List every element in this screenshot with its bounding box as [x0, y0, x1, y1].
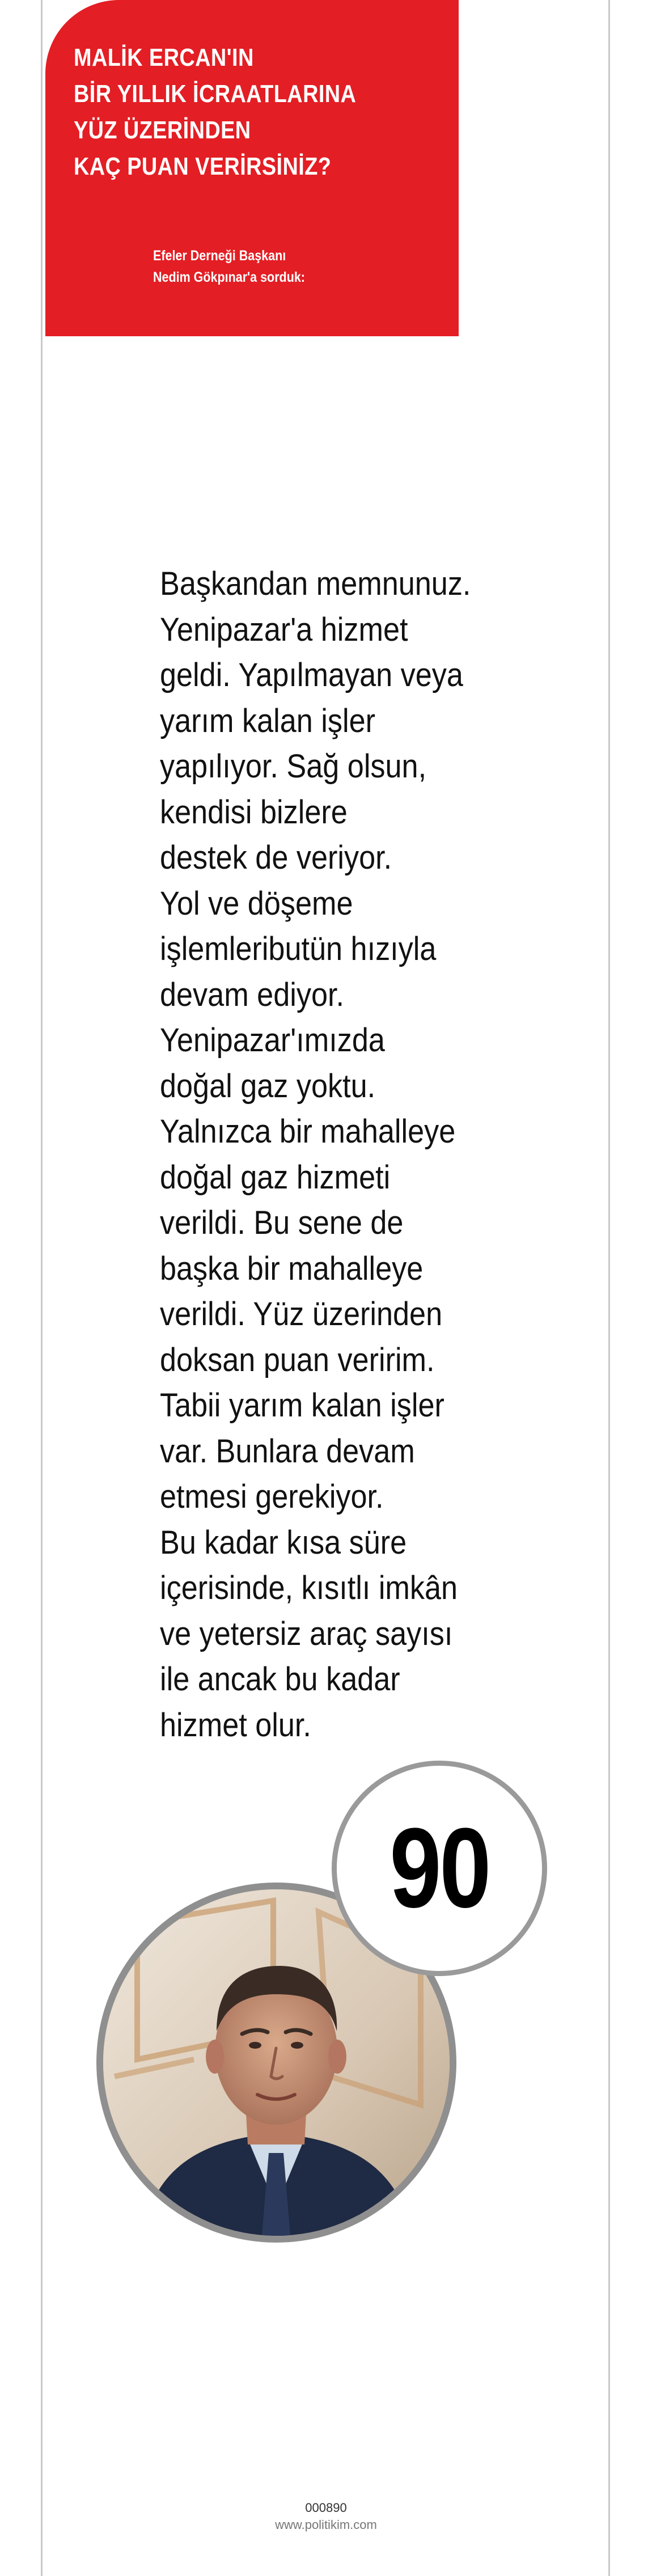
- footer-code: 000890: [305, 2501, 347, 2515]
- article-line: ve yetersiz araç sayısı: [160, 1615, 453, 1652]
- article-line: Tabii yarım kalan işler: [160, 1387, 444, 1424]
- article-line: destek de veriyor.: [160, 839, 392, 876]
- article-line: ile ancak bu kadar: [160, 1661, 400, 1698]
- article-line: etmesi gerekiyor.: [160, 1478, 384, 1515]
- subtitle-line: Nedim Gökpınar'a sorduk:: [153, 269, 305, 285]
- article-body: [160, 561, 507, 1748]
- score-value: 90: [389, 1805, 489, 1931]
- article-line: Yenipazar'a hizmet: [160, 611, 408, 648]
- article-line: yapılıyor. Sağ olsun,: [160, 748, 427, 785]
- article-line: işlemleributün hızıyla: [160, 930, 437, 967]
- header-subtitle: [153, 245, 305, 288]
- article-line: verildi. Bu sene de: [160, 1204, 404, 1241]
- article-line: doğal gaz yoktu.: [160, 1067, 376, 1105]
- article-line: yarım kalan işler: [160, 702, 376, 739]
- article-line: verildi. Yüz üzerinden: [160, 1296, 443, 1333]
- article-line: hizmet olur.: [160, 1706, 311, 1744]
- article-line: Başkandan memnunuz.: [160, 565, 471, 602]
- headline-line: YÜZ ÜZERİNDEN: [74, 116, 251, 144]
- article-line: devam ediyor.: [160, 976, 344, 1013]
- score-badge: [332, 1761, 547, 1976]
- article-line: başka bir mahalleye: [160, 1250, 424, 1287]
- headline-line: BİR YILLIK İCRAATLARINA: [74, 80, 357, 108]
- headline-line: KAÇ PUAN VERİRSİNİZ?: [74, 153, 332, 180]
- subtitle-line: Efeler Derneği Başkanı: [153, 248, 286, 264]
- article-line: Yol ve döşeme: [160, 885, 353, 922]
- article-line: doğal gaz hizmeti: [160, 1158, 391, 1196]
- article-line: var. Bunlara devam: [160, 1432, 415, 1470]
- article-line: Yalnızca bir mahalleye: [160, 1113, 456, 1150]
- page-footer: [0, 2499, 652, 2533]
- headline-line: MALİK ERCAN'IN: [74, 44, 254, 71]
- right-column-rule: [608, 0, 610, 2576]
- article-line: kendisi bizlere: [160, 793, 348, 831]
- article-line: geldi. Yapılmayan veya: [160, 657, 463, 693]
- article-line: doksan puan veririm.: [160, 1341, 435, 1378]
- article-line: Bu kadar kısa süre: [160, 1524, 407, 1561]
- headline: [74, 40, 356, 185]
- article-line: içerisinde, kısıtlı imkân: [160, 1570, 458, 1606]
- footer-url: www.politikim.com: [275, 2518, 377, 2532]
- left-column-rule: [41, 0, 43, 2576]
- article-line: Yenipazar'ımızda: [160, 1022, 385, 1059]
